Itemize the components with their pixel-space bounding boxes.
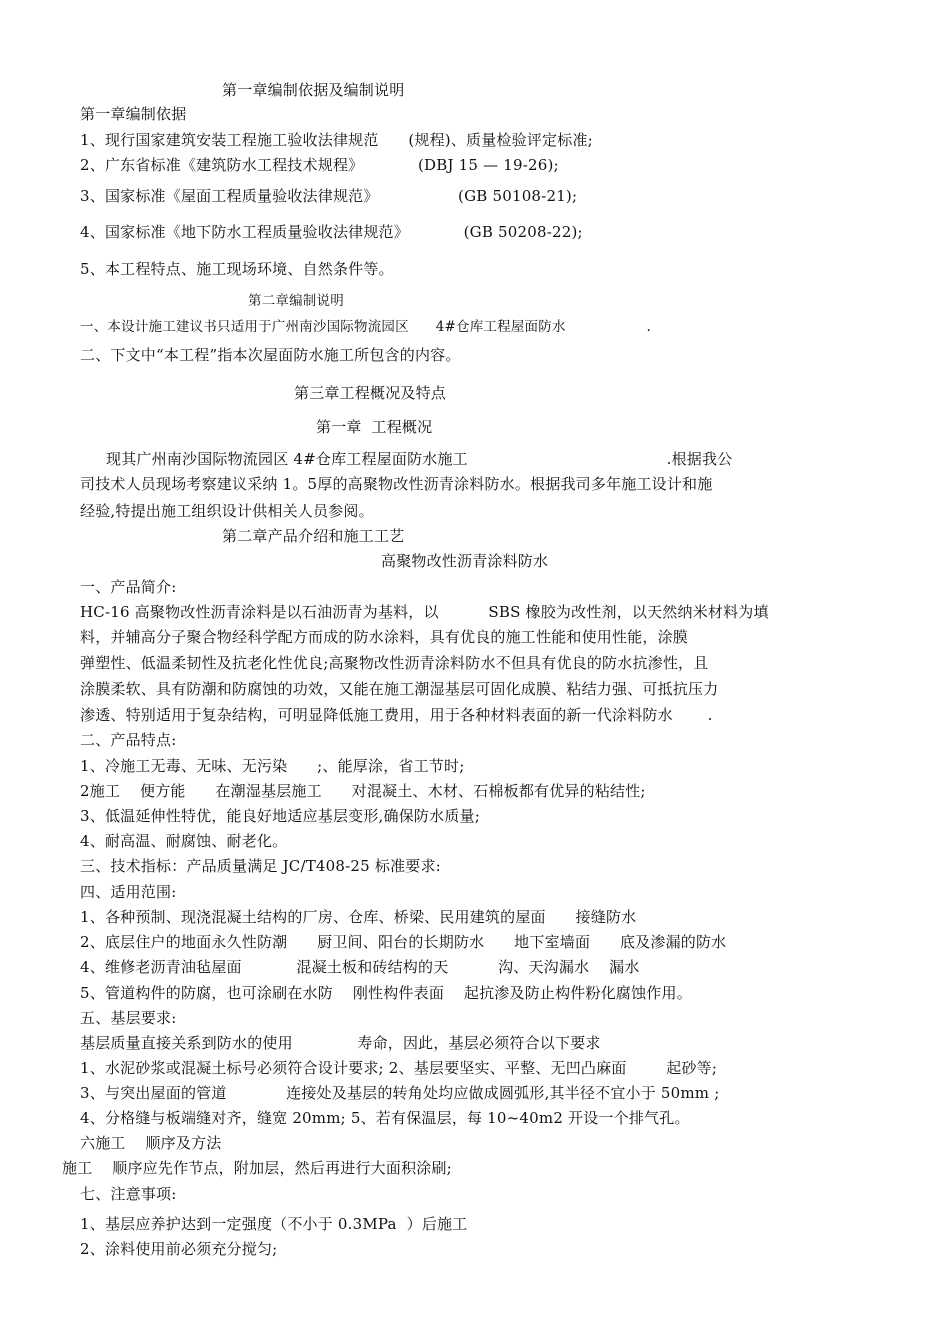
heading-product: 第二章产品介绍和施工工艺 bbox=[222, 527, 405, 545]
tech-spec: 三、技术指标：产品质量满足 JC/T408-25 标准要求: bbox=[80, 857, 441, 875]
scope-heading: 四、适用范围: bbox=[80, 883, 177, 901]
heading-overview: 第一章 工程概况 bbox=[316, 418, 433, 436]
heading-explanation: 第二章编制说明 bbox=[248, 293, 344, 309]
intro-line-2: 料，并辅高分子聚合物经科学配方而成的防水涂料，具有优良的施工性能和使用性能，涂膜 bbox=[80, 628, 689, 646]
basis-item-1: 1、现行国家建筑安装工程施工验收法律规范 (规程)、质量检验评定标准; bbox=[80, 131, 593, 149]
intro-heading: 一、产品简介: bbox=[80, 578, 177, 596]
heading-product-name: 高聚物改性沥青涂料防水 bbox=[381, 552, 549, 570]
feature-4: 4、耐高温、耐腐蚀、耐老化。 bbox=[80, 832, 288, 850]
title-chapter-3: 第三章工程概况及特点 bbox=[294, 384, 447, 402]
base-intro: 基层质量直接关系到防水的使用 寿命，因此，基层必须符合以下要求 bbox=[80, 1034, 601, 1052]
intro-line-5: 渗透、特别适用于复杂结构，可明显降低施工费用，用于各种材料表面的新一代涂料防水 . bbox=[80, 706, 713, 724]
features-heading: 二、产品特点: bbox=[80, 731, 177, 749]
intro-line-4: 涂膜柔软、具有防潮和防腐蚀的功效，又能在施工潮湿基层可固化成膜、粘结力强、可抵抗压力 bbox=[80, 680, 719, 698]
scope-2: 2、底层住户的地面永久性防潮 厨卫间、阳台的长期防水 地下室墙面 底及渗漏的防水 bbox=[80, 933, 727, 951]
base-heading: 五、基层要求: bbox=[80, 1009, 177, 1027]
feature-2: 2施工 便方能 在潮湿基层施工 对混凝土、木材、石棉板都有优异的粘结性; bbox=[80, 782, 646, 800]
base-req-1: 1、水泥砂浆或混凝土标号必须符合设计要求; 2、基层要坚实、平整、无凹凸麻面 起砂等; bbox=[80, 1059, 718, 1077]
feature-1: 1、冷施工无毒、无味、无污染 ;、能厚涂，省工节时; bbox=[80, 757, 465, 775]
explanation-item-2: 二、下文中“本工程”指本次屋面防水施工所包含的内容。 bbox=[80, 346, 461, 364]
basis-item-3: 3、国家标准《屋面工程质量验收法律规范》 (GB 50108-21); bbox=[80, 187, 578, 205]
title-chapter-1: 第一章编制依据及编制说明 bbox=[222, 81, 405, 99]
basis-item-4: 4、国家标准《地下防水工程质量验收法律规范》 (GB 50208-22); bbox=[80, 223, 583, 241]
base-req-4: 4、分格缝与板端缝对齐，缝宽 20mm; 5、若有保温层，每 10~40m2 开设一个排气孔。 bbox=[80, 1109, 690, 1127]
basis-item-5: 5、本工程特点、施工现场环境、自然条件等。 bbox=[80, 260, 394, 278]
feature-3: 3、低温延伸性特优，能良好地适应基层变形,确保防水质量; bbox=[80, 807, 480, 825]
scope-1: 1、各种预制、现浇混凝土结构的厂房、仓库、桥梁、民用建筑的屋面 接缝防水 bbox=[80, 908, 637, 926]
note-2: 2、涂料使用前必须充分搅匀; bbox=[80, 1240, 278, 1258]
basis-item-2: 2、广东省标准《建筑防水工程技术规程》 (DBJ 15 — 19-26); bbox=[80, 156, 559, 174]
construction-heading: 六施工 顺序及方法 bbox=[80, 1134, 222, 1152]
base-req-3: 3、与突出屋面的管道 连接处及基层的转角处均应做成圆弧形,其半径不宜小于 50mm ; bbox=[80, 1084, 720, 1102]
note-1: 1、基层应养护达到一定强度（不小于 0.3MPa ）后施工 bbox=[80, 1215, 468, 1233]
heading-basis: 第一章编制依据 bbox=[80, 105, 187, 123]
construction-order: 施工 顺序应先作节点，附加层，然后再进行大面积涂刷; bbox=[62, 1159, 452, 1177]
notes-heading: 七、注意事项: bbox=[80, 1185, 177, 1203]
scope-5: 5、管道构件的防腐，也可涂刷在水防 刚性构件表面 起抗渗及防止构件粉化腐蚀作用。 bbox=[80, 984, 692, 1002]
overview-line-2: 司技术人员现场考察建议采纳 1。5厚的高聚物改性沥青涂料防水。根据我司多年施工设计和施 bbox=[80, 475, 713, 493]
overview-line-3: 经验,特提出施工组织设计供相关人员参阅。 bbox=[80, 502, 374, 520]
intro-line-3: 弹塑性、低温柔韧性及抗老化性优良;高聚物改性沥青涂料防水不但具有优良的防水抗渗性，且 bbox=[80, 654, 709, 672]
scope-4: 4、维修老沥青油毡屋面 混凝土板和砖结构的天 沟、天沟漏水 漏水 bbox=[80, 958, 640, 976]
overview-line-1: 现其广州南沙国际物流园区 4#仓库工程屋面防水施工 .根据我公 bbox=[106, 450, 733, 468]
intro-line-1: HC-16 高聚物改性沥青涂料是以石油沥青为基料，以 SBS 橡胶为改性剂，以天然纳米材料为填 bbox=[80, 603, 769, 621]
explanation-item-1: 一、本设计施工建议书只适用于广州南沙国际物流园区 4#仓库工程屋面防水 . bbox=[80, 319, 651, 335]
